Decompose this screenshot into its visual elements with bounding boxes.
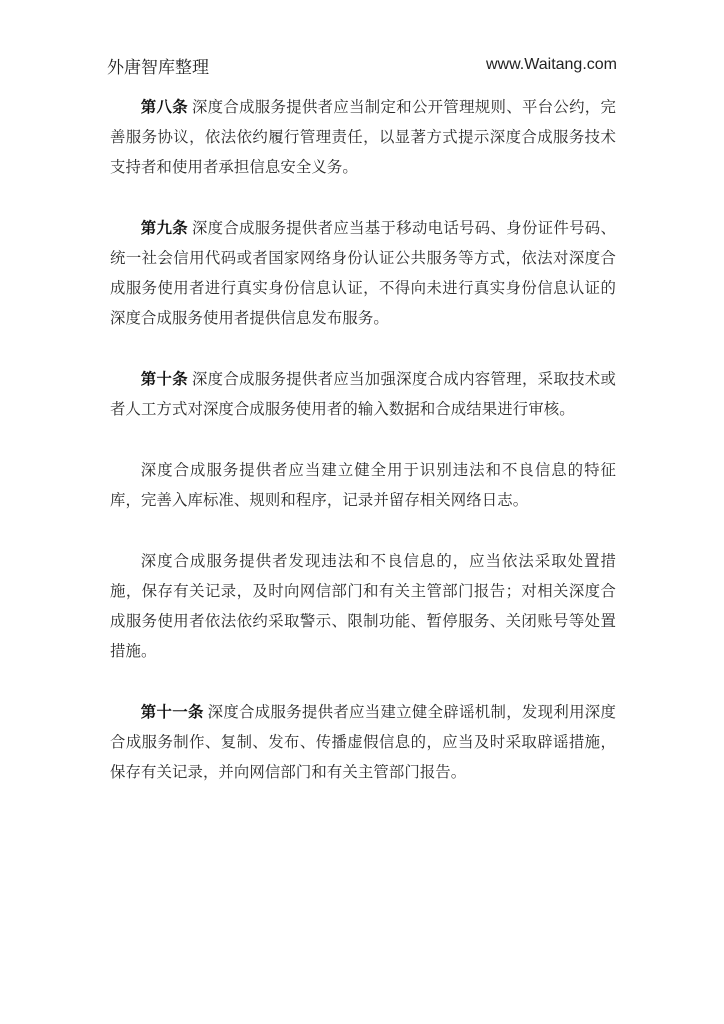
header-website: www.Waitang.com <box>486 56 617 73</box>
paragraph-article-10 <box>110 364 616 424</box>
paragraph-text: 深度合成服务提供者应当加强深度合成内容管理，采取技术或者人工方式对深度合成服务使用者的输入数据和合成结果进行审核。 <box>110 370 616 418</box>
paragraph-text: 深度合成服务提供者应当基于移动电话号码、身份证件号码、统一社会信用代码或者国家网络身份认证公共服务等方式，依法对深度合成服务使用者进行真实身份信息认证，不得向未进行真实身份信息认证的深度合成服务使用者提供信息发布服务。 <box>110 219 616 327</box>
article-number: 第八条 <box>140 98 188 116</box>
article-number: 第九条 <box>140 219 188 237</box>
paragraph-article-10-clause-3 <box>110 546 616 666</box>
article-number: 第十一条 <box>140 703 204 721</box>
header-source: 外唐智库整理 <box>107 57 209 78</box>
paragraph-article-11 <box>110 697 616 787</box>
document-body <box>110 92 616 818</box>
page-header <box>107 52 617 78</box>
paragraph-text: 深度合成服务提供者应当制定和公开管理规则、平台公约，完善服务协议，依法依约履行管理责任，以显著方式提示深度合成服务技术支持者和使用者承担信息安全义务。 <box>110 98 616 176</box>
article-number: 第十条 <box>140 370 188 388</box>
paragraph-text: 深度合成服务提供者应当建立健全辟谣机制，发现利用深度合成服务制作、复制、发布、传播虚假信息的，应当及时采取辟谣措施，保存有关记录，并向网信部门和有关主管部门报告。 <box>110 703 616 781</box>
paragraph-article-10-clause-2 <box>110 455 616 515</box>
paragraph-text: 深度合成服务提供者发现违法和不良信息的，应当依法采取处置措施，保存有关记录，及时向网信部门和有关主管部门报告；对相关深度合成服务使用者依法依约采取警示、限制功能、暂停服务、关闭账号等处置措施。 <box>110 552 616 660</box>
paragraph-text: 深度合成服务提供者应当建立健全用于识别违法和不良信息的特征库，完善入库标准、规则和程序，记录并留存相关网络日志。 <box>110 461 616 509</box>
paragraph-article-8 <box>110 92 616 182</box>
paragraph-article-9 <box>110 213 616 333</box>
